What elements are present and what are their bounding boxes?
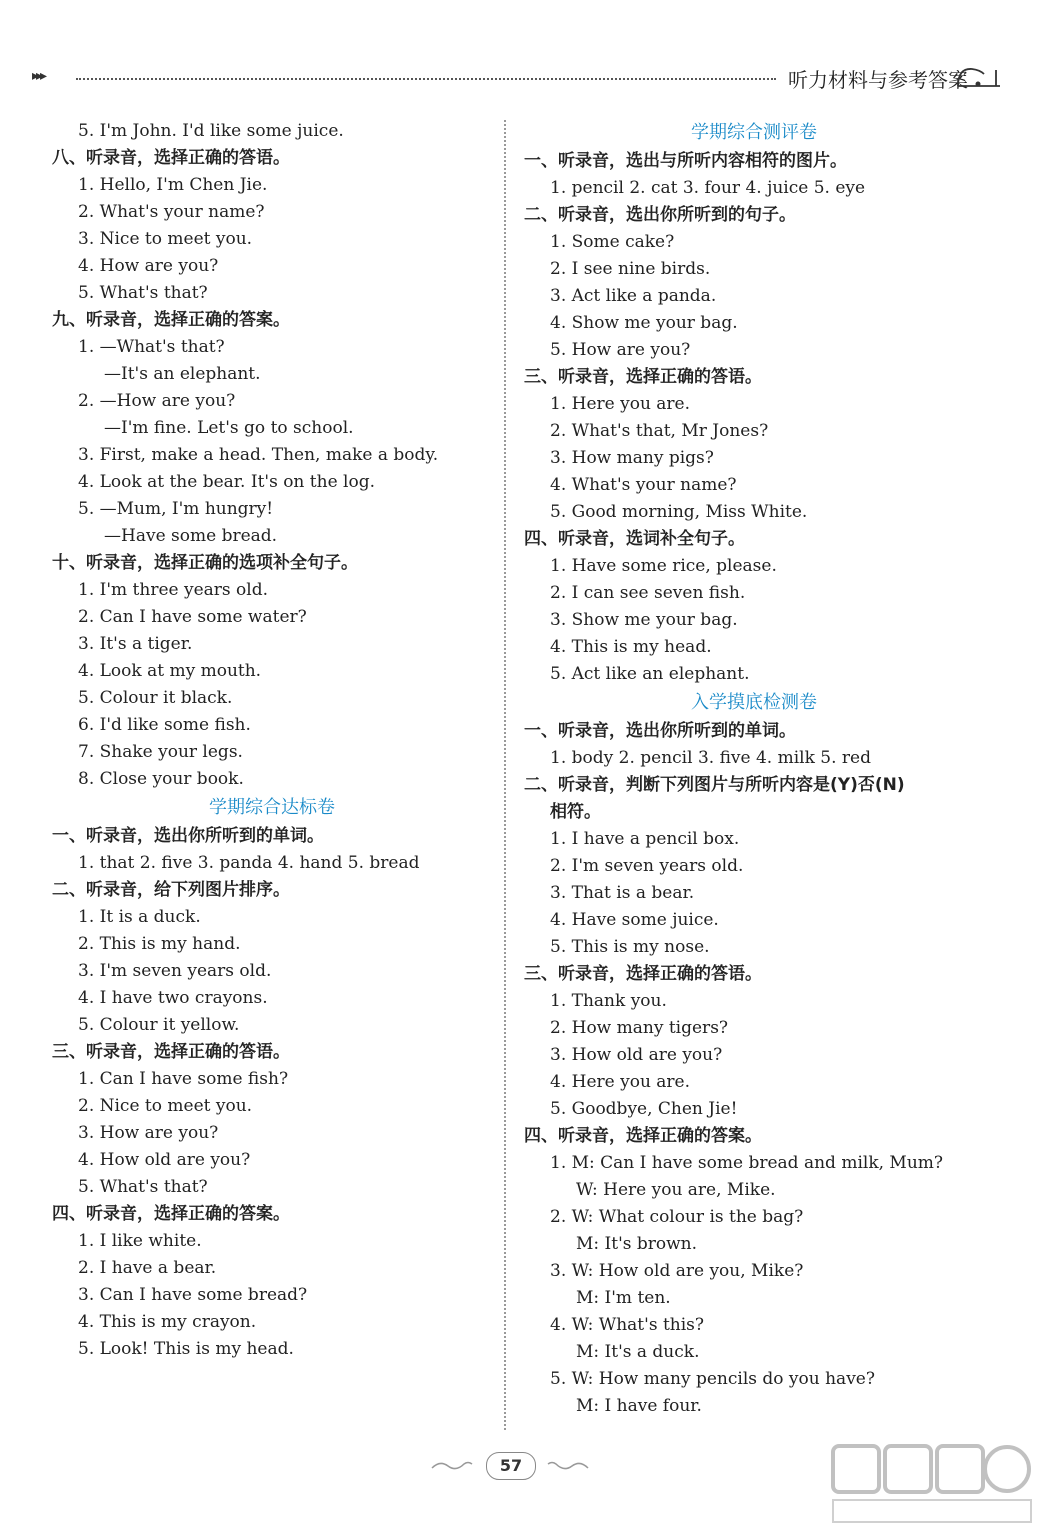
text-line: W: Here you are, Mike. xyxy=(576,1180,776,1200)
text-line: 5. Colour it black. xyxy=(78,688,233,708)
text-line: 1. Here you are. xyxy=(550,394,691,414)
text-line: 3. How are you? xyxy=(78,1123,219,1143)
text-line: 2. I have a bear. xyxy=(78,1258,217,1278)
text-line: 4. How are you? xyxy=(78,256,219,276)
text-line: 1. Some cake? xyxy=(550,232,675,252)
section-heading: 四、听录音，选词补全句子。 xyxy=(524,529,745,549)
text-line: 1. M: Can I have some bread and milk, Mum? xyxy=(550,1153,944,1173)
text-line: 4. I have two crayons. xyxy=(78,988,268,1008)
text-line: 3. Can I have some bread? xyxy=(78,1285,308,1305)
section-heading: 十、听录音，选择正确的选项补全句子。 xyxy=(52,553,358,573)
paper-title: 学期综合达标卷 xyxy=(209,797,335,818)
text-line: 3. First, make a head. Then, make a body. xyxy=(78,445,439,465)
text-line: 3. How many pigs? xyxy=(550,448,714,468)
section-heading: 四、听录音，选择正确的答案。 xyxy=(524,1126,762,1146)
left-ornament-icon xyxy=(430,1458,474,1472)
text-line: 6. I'd like some fish. xyxy=(78,715,251,735)
page-number: 57 xyxy=(486,1452,536,1480)
text-line: 1. Thank you. xyxy=(550,991,667,1011)
section-heading: 三、听录音，选择正确的答语。 xyxy=(524,367,762,387)
section-heading: 一、听录音，选出你所听到的单词。 xyxy=(52,826,324,846)
text-line: 4. What's your name? xyxy=(550,475,737,495)
text-line: 4. Show me your bag. xyxy=(550,313,738,333)
section-heading: 二、听录音，选出你所听到的句子。 xyxy=(524,205,796,225)
text-line: 2. I'm seven years old. xyxy=(550,856,744,876)
text-line: 2. This is my hand. xyxy=(78,934,241,954)
text-line: 1. pencil 2. cat 3. four 4. juice 5. eye xyxy=(550,178,866,198)
text-line: 4. Have some juice. xyxy=(550,910,719,930)
text-line: 1. —What's that? xyxy=(78,337,225,357)
text-line: 2. What's your name? xyxy=(78,202,265,222)
text-line: 5. Colour it yellow. xyxy=(78,1015,240,1035)
text-line: 3. W: How old are you, Mike? xyxy=(550,1261,804,1281)
section-heading: 一、听录音，选出与所听内容相符的图片。 xyxy=(524,151,847,171)
text-line: 5. Act like an elephant. xyxy=(550,664,750,684)
text-line: M: It's a duck. xyxy=(576,1342,700,1362)
text-line: 4. Look at the bear. It's on the log. xyxy=(78,472,375,492)
text-line: 1. I like white. xyxy=(78,1231,202,1251)
section-heading: 一、听录音，选出你所听到的单词。 xyxy=(524,721,796,741)
text-line: 2. How many tigers? xyxy=(550,1018,729,1038)
text-line: —Have some bread. xyxy=(104,526,278,546)
text-line: 3. Show me your bag. xyxy=(550,610,738,630)
section-heading: 八、听录音，选择正确的答语。 xyxy=(52,148,290,168)
text-line: 3. Act like a panda. xyxy=(550,286,717,306)
right-ornament-icon xyxy=(546,1458,590,1472)
text-line: 2. W: What colour is the bag? xyxy=(550,1207,804,1227)
section-heading: 二、听录音，判断下列图片与所听内容是(Y)否(N) xyxy=(524,775,905,795)
text-line: 1. that 2. five 3. panda 4. hand 5. bread xyxy=(78,853,420,873)
text-line: 5. How are you? xyxy=(550,340,691,360)
text-line: 1. It is a duck. xyxy=(78,907,201,927)
text-line: 2. —How are you? xyxy=(78,391,236,411)
text-line: 3. Nice to meet you. xyxy=(78,229,253,249)
section-heading: 三、听录音，选择正确的答语。 xyxy=(524,964,762,984)
text-line: 2. I see nine birds. xyxy=(550,259,711,279)
text-line: 5. I'm John. I'd like some juice. xyxy=(78,121,344,141)
text-line: 2. I can see seven fish. xyxy=(550,583,746,603)
text-line: 5. This is my nose. xyxy=(550,937,710,957)
text-line: 4. How old are you? xyxy=(78,1150,251,1170)
text-line: 1. I'm three years old. xyxy=(78,580,268,600)
text-line: 5. W: How many pencils do you have? xyxy=(550,1369,875,1389)
text-line: 2. Can I have some water? xyxy=(78,607,307,627)
section-heading: 相符。 xyxy=(550,802,601,822)
text-line: 1. Can I have some fish? xyxy=(78,1069,289,1089)
header-dotted-rule xyxy=(76,78,776,80)
section-heading: 四、听录音，选择正确的答案。 xyxy=(52,1204,290,1224)
section-heading: 三、听录音，选择正确的答语。 xyxy=(52,1042,290,1062)
text-line: 5. What's that? xyxy=(78,283,208,303)
text-line: 4. Here you are. xyxy=(550,1072,691,1092)
text-line: M: I'm ten. xyxy=(576,1288,671,1308)
text-line: 1. I have a pencil box. xyxy=(550,829,740,849)
section-heading: 二、听录音，给下列图片排序。 xyxy=(52,880,290,900)
section-heading: 九、听录音，选择正确的答案。 xyxy=(52,310,290,330)
text-line: 5. Good morning, Miss White. xyxy=(550,502,808,522)
text-line: 8. Close your book. xyxy=(78,769,244,789)
text-line: 3. I'm seven years old. xyxy=(78,961,272,981)
text-line: 3. That is a bear. xyxy=(550,883,695,903)
text-line: 7. Shake your legs. xyxy=(78,742,243,762)
text-line: 2. What's that, Mr Jones? xyxy=(550,421,769,441)
left-column xyxy=(52,118,492,1363)
text-line: 5. Look! This is my head. xyxy=(78,1339,294,1359)
text-line: —I'm fine. Let's go to school. xyxy=(104,418,354,438)
column-divider xyxy=(504,120,506,1430)
text-line: 1. body 2. pencil 3. five 4. milk 5. red xyxy=(550,748,871,768)
text-line: —It's an elephant. xyxy=(104,364,261,384)
text-line: 4. This is my head. xyxy=(550,637,712,657)
page-header xyxy=(32,58,1017,98)
right-column xyxy=(524,118,984,1420)
header-arrows: ▸▸▸ xyxy=(32,68,45,84)
text-line: 5. What's that? xyxy=(78,1177,208,1197)
watermark-logo xyxy=(827,1440,1037,1528)
text-line: 5. —Mum, I'm hungry! xyxy=(78,499,274,519)
text-line: 3. How old are you? xyxy=(550,1045,723,1065)
text-line: 4. Look at my mouth. xyxy=(78,661,262,681)
text-line: 4. W: What's this? xyxy=(550,1315,704,1335)
header-title: 听力材料与参考答案 xyxy=(788,68,968,92)
text-line: 4. This is my crayon. xyxy=(78,1312,257,1332)
text-line: 5. Goodbye, Chen Jie! xyxy=(550,1099,738,1119)
paper-title: 入学摸底检测卷 xyxy=(691,692,817,713)
text-line: M: I have four. xyxy=(576,1396,702,1416)
text-line: M: It's brown. xyxy=(576,1234,698,1254)
paper-title: 学期综合测评卷 xyxy=(691,122,817,143)
text-line: 2. Nice to meet you. xyxy=(78,1096,253,1116)
text-line: 1. Have some rice, please. xyxy=(550,556,777,576)
text-line: 1. Hello, I'm Chen Jie. xyxy=(78,175,268,195)
text-line: 3. It's a tiger. xyxy=(78,634,193,654)
book-corner-icon xyxy=(956,66,1002,88)
